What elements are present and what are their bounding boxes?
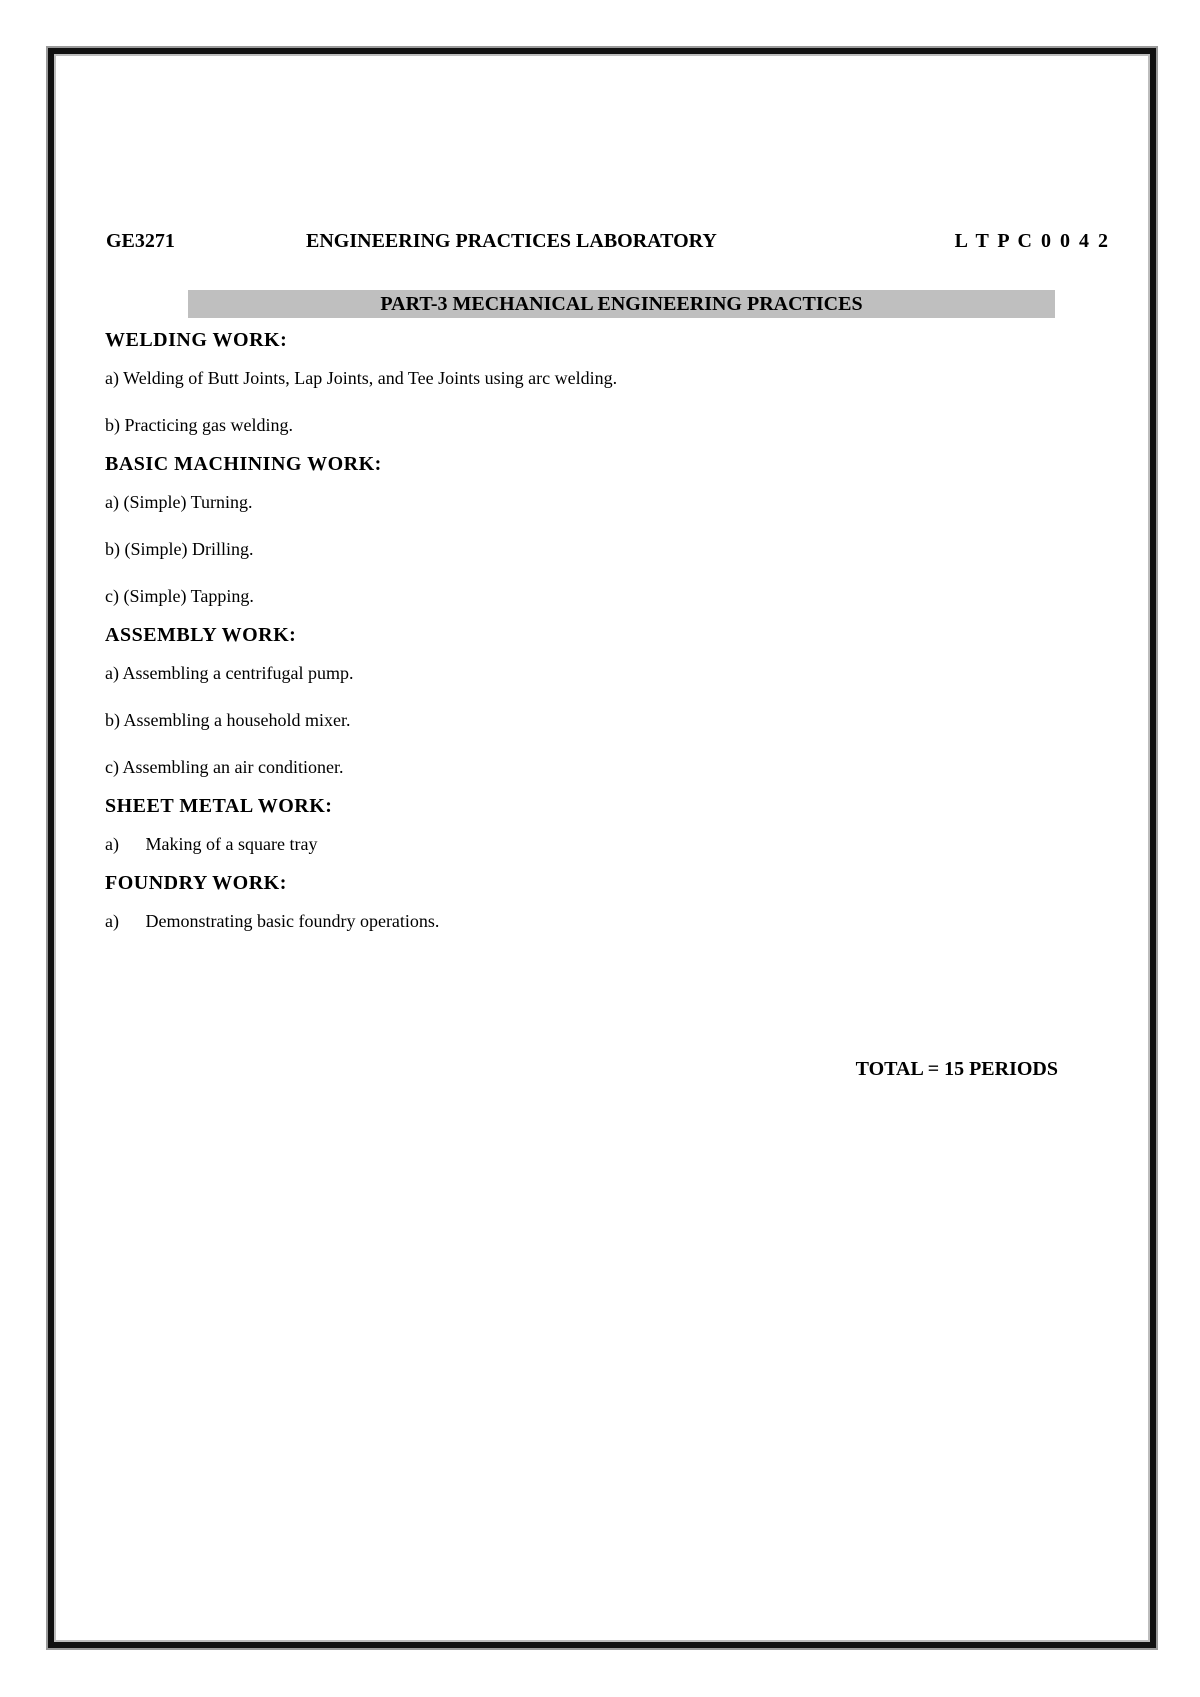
section-heading-welding: WELDING WORK: xyxy=(105,329,288,351)
item-text: Assembling a centrifugal pump. xyxy=(122,663,354,683)
item-text: (Simple) Tapping. xyxy=(123,586,254,606)
item-text: Assembling an air conditioner. xyxy=(122,757,344,777)
list-item xyxy=(105,573,1065,620)
item-text: (Simple) Turning. xyxy=(123,492,253,512)
item-marker: b) xyxy=(105,415,120,435)
item-text: Practicing gas welding. xyxy=(124,415,293,435)
section-heading-machining: BASIC MACHINING WORK: xyxy=(105,453,382,475)
item-marker: c) xyxy=(105,586,119,606)
item-marker: c) xyxy=(105,757,119,777)
item-text: Making of a square tray xyxy=(145,834,318,854)
ltpc-credits: L T P C 0 0 4 2 xyxy=(954,230,1110,252)
course-code: GE3271 xyxy=(106,230,175,252)
item-text: (Simple) Drilling. xyxy=(124,539,254,559)
list-item xyxy=(105,898,1065,945)
item-text: Welding of Butt Joints, Lap Joints, and Tee Joints using arc welding. xyxy=(123,368,618,388)
item-marker: a) xyxy=(105,911,119,931)
item-marker: a) xyxy=(105,834,119,854)
item-text: Assembling a household mixer. xyxy=(123,710,351,730)
item-text: Demonstrating basic foundry operations. xyxy=(145,911,440,931)
list-item xyxy=(105,402,1065,449)
list-item xyxy=(105,744,1065,791)
total-periods: TOTAL = 15 PERIODS xyxy=(855,1058,1058,1080)
list-item xyxy=(105,479,1065,526)
section-heading-sheet-metal: SHEET METAL WORK: xyxy=(105,795,333,817)
item-marker: a) xyxy=(105,492,119,512)
list-item xyxy=(105,650,1065,697)
syllabus-content xyxy=(105,325,1065,945)
list-item xyxy=(105,821,1065,868)
item-marker: b) xyxy=(105,539,120,559)
document-header xyxy=(106,230,1110,258)
item-marker: a) xyxy=(105,368,119,388)
course-title: ENGINEERING PRACTICES LABORATORY xyxy=(306,230,717,252)
section-heading-foundry: FOUNDRY WORK: xyxy=(105,872,287,894)
part-banner: PART-3 MECHANICAL ENGINEERING PRACTICES xyxy=(188,290,1055,318)
list-item xyxy=(105,697,1065,744)
item-marker: a) xyxy=(105,663,119,683)
list-item xyxy=(105,526,1065,573)
list-item xyxy=(105,355,1065,402)
item-marker: b) xyxy=(105,710,120,730)
section-heading-assembly: ASSEMBLY WORK: xyxy=(105,624,297,646)
